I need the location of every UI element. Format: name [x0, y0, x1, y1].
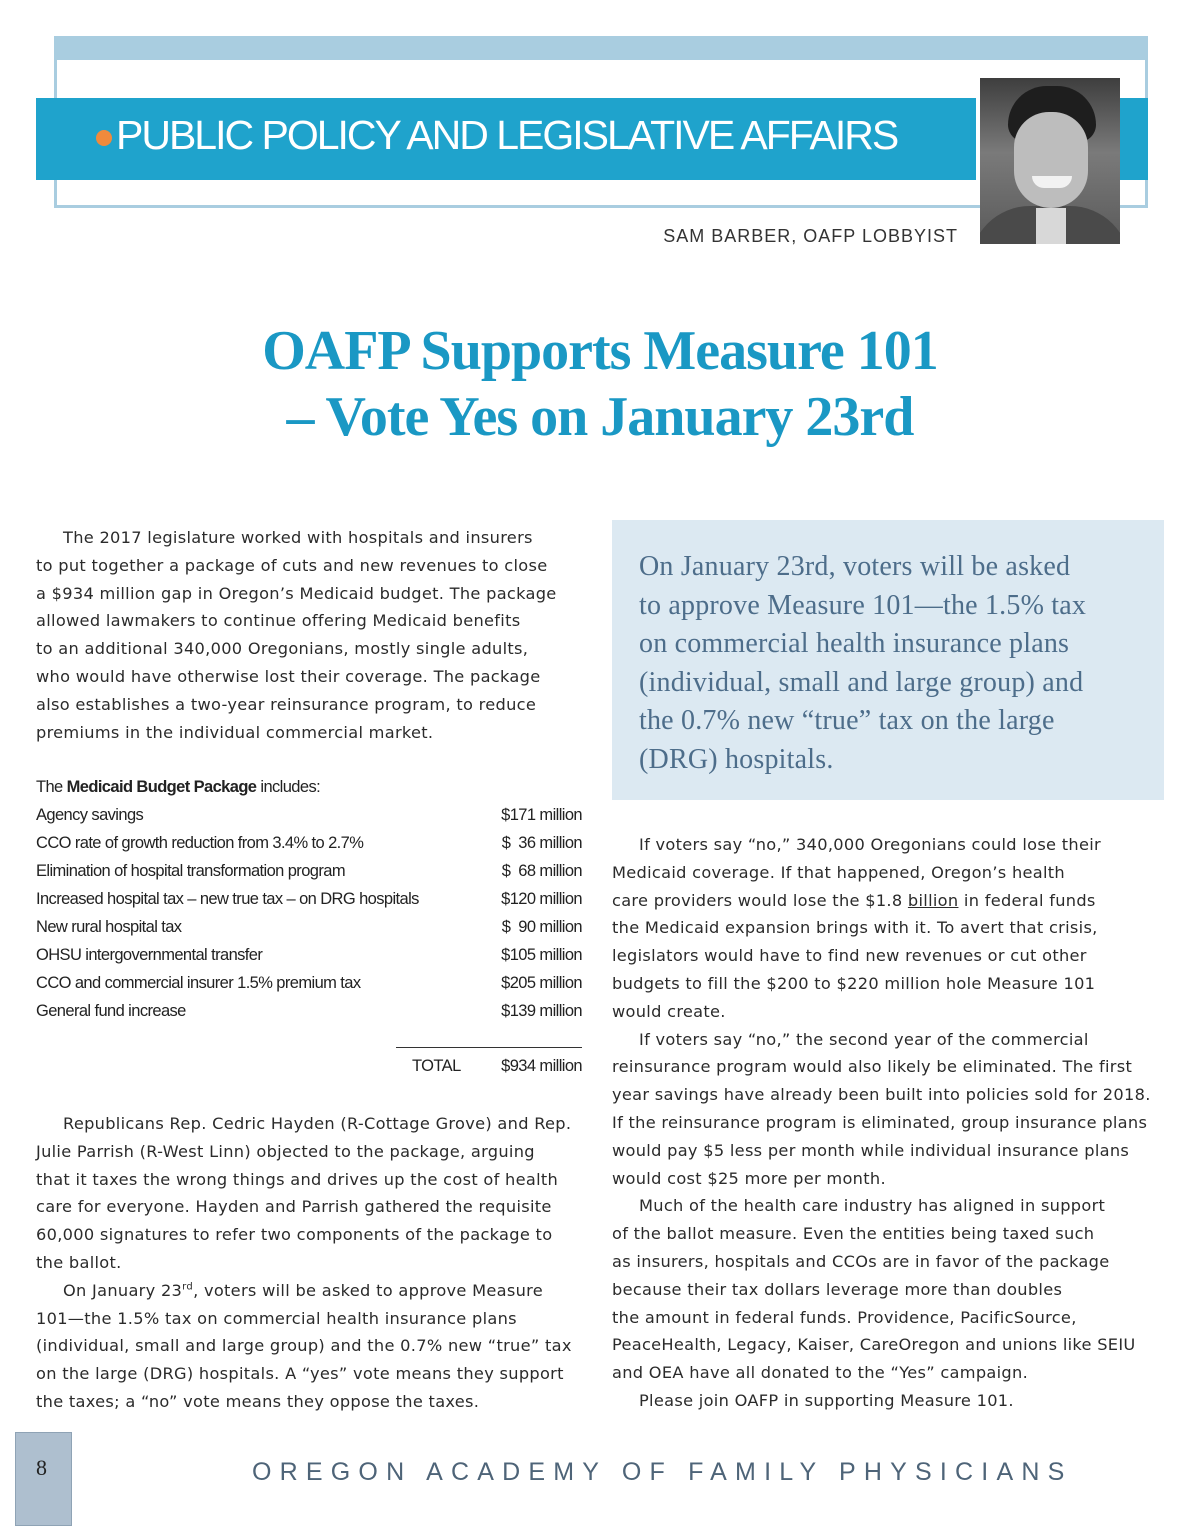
page-number: 8 [36, 1455, 47, 1480]
text-line: that it taxes the wrong things and drives up the cost of health [36, 1169, 559, 1189]
headline-line-2: – Vote Yes on January 23rd [286, 386, 914, 448]
row-amount: $105 million [501, 946, 582, 964]
text-line: If voters say “no,” 340,000 Oregonians could lose their [639, 835, 1101, 854]
text-line: budgets to fill the $200 to $220 million hole Measure 101 [612, 973, 1096, 993]
author-portrait [980, 78, 1120, 244]
row-amount: $ 90 million [501, 918, 582, 936]
row-amount: $120 million [501, 890, 582, 908]
text-line: (individual, small and large group) and the 0.7% new “true” tax [36, 1336, 572, 1356]
table-row [36, 1002, 582, 1030]
headline-line-1: OAFP Supports Measure 101 [262, 320, 938, 382]
row-amount: $ 68 million [501, 862, 582, 880]
text-fragment: in federal funds [958, 890, 1096, 910]
portrait-smile [1032, 176, 1072, 188]
text-line: If voters say “no,” the second year of the commercial [639, 1029, 1089, 1049]
text-line: The 2017 legislature worked with hospitals and insurers [63, 528, 533, 547]
text-line: allowed lawmakers to continue offering Medicaid benefits [36, 611, 521, 631]
row-label: CCO and commercial insurer 1.5% premium tax [36, 974, 361, 992]
text-line: also establishes a two-year reinsurance program, to reduce [36, 694, 537, 714]
text-line: 60,000 signatures to refer two components of the package to [36, 1225, 553, 1245]
text-line: 101—the 1.5% tax on commercial health insurance plans [36, 1308, 517, 1328]
text-fragment: care providers would lose the $1.8 [612, 890, 908, 910]
quote-line: (individual, small and large group) and [639, 666, 1084, 698]
quote-line: on commercial health insurance plans [639, 628, 1070, 659]
text-line: who would have otherwise lost their coverage. The package [36, 666, 541, 686]
quote-line: the 0.7% new “true” tax on the large [639, 705, 1055, 736]
text-line: of the ballot measure. Even the entities being taxed such [612, 1224, 1095, 1244]
row-amount: $205 million [501, 974, 582, 992]
footer-organization: OREGON ACADEMY OF FAMILY PHYSICIANS [252, 1458, 1073, 1486]
text-line: Republicans Rep. Cedric Hayden (R-Cottage Grove) and Rep. [63, 1114, 572, 1133]
intro-bold: Medicaid Budget Package [66, 778, 257, 796]
text-line: to put together a package of cuts and new revenues to close [36, 555, 548, 575]
text-line: year savings have already been built into policies sold for 2018. [612, 1085, 1151, 1105]
row-label: CCO rate of growth reduction from 3.4% to 2.7% [36, 834, 364, 852]
text-line: the ballot. [36, 1252, 122, 1272]
quote-line: to approve Measure 101—the 1.5% tax [639, 589, 1087, 621]
total-label: TOTAL [412, 1057, 461, 1075]
intro-paragraph [36, 524, 586, 746]
text-line: on the large (DRG) hospitals. A “yes” vote means they support [36, 1364, 564, 1384]
text-line: and OEA have all donated to the “Yes” campaign. [612, 1363, 1029, 1383]
text-line: as insurers, hospitals and CCOs are in favor of the package [612, 1251, 1110, 1271]
text-line [36, 1277, 586, 1305]
table-row [36, 974, 582, 1002]
bullet-icon [96, 130, 112, 146]
text-line: If the reinsurance program is eliminated, group insurance plans [612, 1112, 1148, 1132]
text-line: would create. [612, 1001, 726, 1021]
text-line: a $934 million gap in Oregon’s Medicaid budget. The package [36, 583, 557, 603]
text-line: Medicaid coverage. If that happened, Oregon’s health [612, 862, 1065, 882]
row-amount: $171 million [501, 806, 582, 824]
table-row [36, 806, 582, 834]
text-line: the taxes; a “no” vote means they oppose the taxes. [36, 1391, 480, 1411]
row-amount: $ 36 million [501, 834, 582, 852]
total-amount: $934 million [501, 1057, 582, 1075]
underlined-text: billion [907, 890, 959, 910]
row-label: Increased hospital tax – new true tax – on DRG hospitals [36, 890, 419, 908]
header-top-strip [54, 36, 1148, 60]
table-row [36, 890, 582, 918]
text-line: reinsurance program would also likely be eliminated. The first [612, 1057, 1133, 1077]
quote-line: On January 23rd, voters will be asked [639, 551, 1071, 582]
total-divider [396, 1047, 582, 1048]
text-line: to an additional 340,000 Oregonians, mostly single adults, [36, 639, 529, 659]
portrait-collar [1036, 208, 1066, 244]
pull-quote [612, 520, 1164, 800]
text-line: PeaceHealth, Legacy, Kaiser, CareOregon and unions like SEIU [612, 1335, 1136, 1355]
text-fragment: , voters will be asked to approve Measure [193, 1280, 544, 1300]
text-line: Please join OAFP in supporting Measure 101. [639, 1390, 1014, 1410]
text-fragment: On January 23 [63, 1280, 183, 1300]
text-line: the amount in federal funds. Providence, PacificSource, [612, 1307, 1077, 1327]
pull-quote-text [639, 548, 1086, 779]
section-banner-end [1120, 98, 1148, 180]
text-line: premiums in the individual commercial market. [36, 722, 434, 742]
row-label: OHSU intergovernmental transfer [36, 946, 263, 964]
row-amount: $139 million [501, 1002, 582, 1020]
superscript: rd [182, 1281, 194, 1293]
table-row [36, 918, 582, 946]
row-label: Elimination of hospital transformation program [36, 862, 345, 880]
row-label: General fund increase [36, 1002, 186, 1020]
row-label: New rural hospital tax [36, 918, 182, 936]
budget-table-intro [36, 778, 320, 797]
right-column-text [612, 831, 1172, 1415]
author-byline: SAM BARBER, OAFP LOBBYIST [663, 226, 958, 246]
text-line: Julie Parrish (R-West Linn) objected to the package, arguing [36, 1141, 535, 1161]
table-row [36, 946, 582, 974]
text-line: the Medicaid expansion brings with it. To avert that crisis, [612, 918, 1098, 938]
text-line: because their tax dollars leverage more than doubles [612, 1279, 1063, 1299]
row-label: Agency savings [36, 806, 144, 824]
section-title: PUBLIC POLICY AND LEGISLATIVE AFFAIRS [116, 112, 898, 158]
text-line: care for everyone. Hayden and Parrish gathered the requisite [36, 1197, 552, 1217]
quote-line: (DRG) hospitals. [639, 743, 834, 775]
portrait-face [1014, 112, 1088, 208]
table-row [36, 834, 582, 862]
text-line: would pay $5 less per month while individual insurance plans [612, 1140, 1130, 1160]
text-line: Much of the health care industry has aligned in support [639, 1196, 1106, 1216]
table-row [36, 862, 582, 890]
text-line [612, 887, 1172, 915]
text-line: would cost $25 more per month. [612, 1168, 886, 1188]
intro-suffix: includes: [256, 778, 321, 796]
objection-paragraph [36, 1110, 586, 1416]
text-line: legislators would have to find new revenues or cut other [612, 946, 1087, 966]
intro-prefix: The [36, 778, 67, 796]
